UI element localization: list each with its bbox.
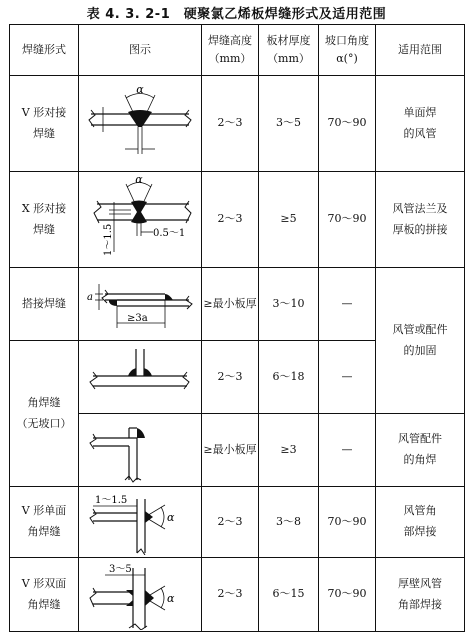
cell-height: 2～3	[202, 487, 259, 558]
cell-angle: 70～90	[319, 558, 376, 632]
cell-scope: 风管配件 的角焊	[376, 414, 465, 487]
cell-form: V 形单面 角焊缝	[10, 487, 79, 558]
cell-scope: 风管角 部焊接	[376, 487, 465, 558]
cell-angle: —	[319, 268, 376, 341]
header-figure: 图示	[79, 25, 202, 76]
cell-figure	[79, 268, 202, 341]
table-row	[10, 414, 465, 487]
cell-form: 搭接焊缝	[10, 268, 79, 341]
cell-angle: 70～90	[319, 172, 376, 268]
fillet-t-weld-diagram	[81, 343, 199, 411]
table-row	[10, 172, 465, 268]
table-title: 表 4. 3. 2-1 硬聚氯乙烯板焊缝形式及适用范围	[86, 7, 387, 22]
v-single-fillet-weld-diagram	[81, 489, 199, 555]
cell-scope: 风管法兰及 厚板的拼接	[376, 172, 465, 268]
cell-angle: 70～90	[319, 487, 376, 558]
cell-figure	[79, 172, 202, 268]
cell-height: ≥最小板厚	[202, 268, 259, 341]
cell-figure	[79, 487, 202, 558]
cell-figure	[79, 76, 202, 172]
cell-figure	[79, 341, 202, 414]
cell-thickness: 3～10	[259, 268, 319, 341]
cell-thickness: 3～8	[259, 487, 319, 558]
label-overlap: ≥3a	[127, 313, 148, 324]
table-row	[10, 558, 465, 632]
table-row	[10, 76, 465, 172]
cell-figure	[79, 558, 202, 632]
lap-weld-diagram	[81, 270, 199, 338]
cell-form-merged: 角焊缝 （无坡口）	[10, 341, 79, 487]
cell-thickness: ≥3	[259, 414, 319, 487]
cell-height: 2～3	[202, 558, 259, 632]
cell-scope: 厚壁风管 角部焊接	[376, 558, 465, 632]
cell-height: 2～3	[202, 76, 259, 172]
cell-form: V 形对接 焊缝	[10, 76, 79, 172]
header-form: 焊缝形式	[10, 25, 79, 76]
cell-form: V 形双面 角焊缝	[10, 558, 79, 632]
label-gap: 3～5	[109, 563, 132, 575]
label-alpha: α	[136, 82, 144, 96]
header-angle: 坡口角度 α(°)	[319, 25, 376, 76]
table-row	[10, 268, 465, 341]
cell-scope: 单面焊 的风管	[376, 76, 465, 172]
cell-height: 2～3	[202, 172, 259, 268]
cell-scope-merged: 风管或配件 的加固	[376, 268, 465, 414]
label-gap: 1～1.5	[95, 495, 128, 506]
cell-angle: 70～90	[319, 76, 376, 172]
cell-thickness: 6～15	[259, 558, 319, 632]
cell-height: 2～3	[202, 341, 259, 414]
header-thickness: 板材厚度 （mm）	[259, 25, 319, 76]
cell-figure	[79, 414, 202, 487]
v-butt-weld-diagram	[81, 79, 199, 169]
header-row	[10, 25, 465, 76]
cell-thickness: 3～5	[259, 76, 319, 172]
table-row	[10, 487, 465, 558]
header-scope: 适用范围	[376, 25, 465, 76]
label-root-gap: 1～1.5	[103, 223, 114, 256]
label-root-face: 0.5～1	[153, 227, 186, 239]
cell-thickness: ≥5	[259, 172, 319, 268]
x-butt-weld-diagram	[81, 174, 199, 266]
v-double-fillet-weld-diagram	[81, 560, 199, 630]
label-alpha: α	[167, 511, 175, 524]
label-a: a	[87, 292, 93, 303]
cell-form: X 形对接 焊缝	[10, 172, 79, 268]
cell-thickness: 6～18	[259, 341, 319, 414]
header-height: 焊缝高度 （mm）	[202, 25, 259, 76]
label-alpha: α	[167, 591, 175, 605]
label-alpha: α	[135, 173, 143, 186]
fillet-corner-weld-diagram	[81, 416, 199, 484]
weld-forms-table	[9, 24, 465, 632]
cell-height: ≥最小板厚	[202, 414, 259, 487]
cell-angle: —	[319, 341, 376, 414]
cell-angle: —	[319, 414, 376, 487]
